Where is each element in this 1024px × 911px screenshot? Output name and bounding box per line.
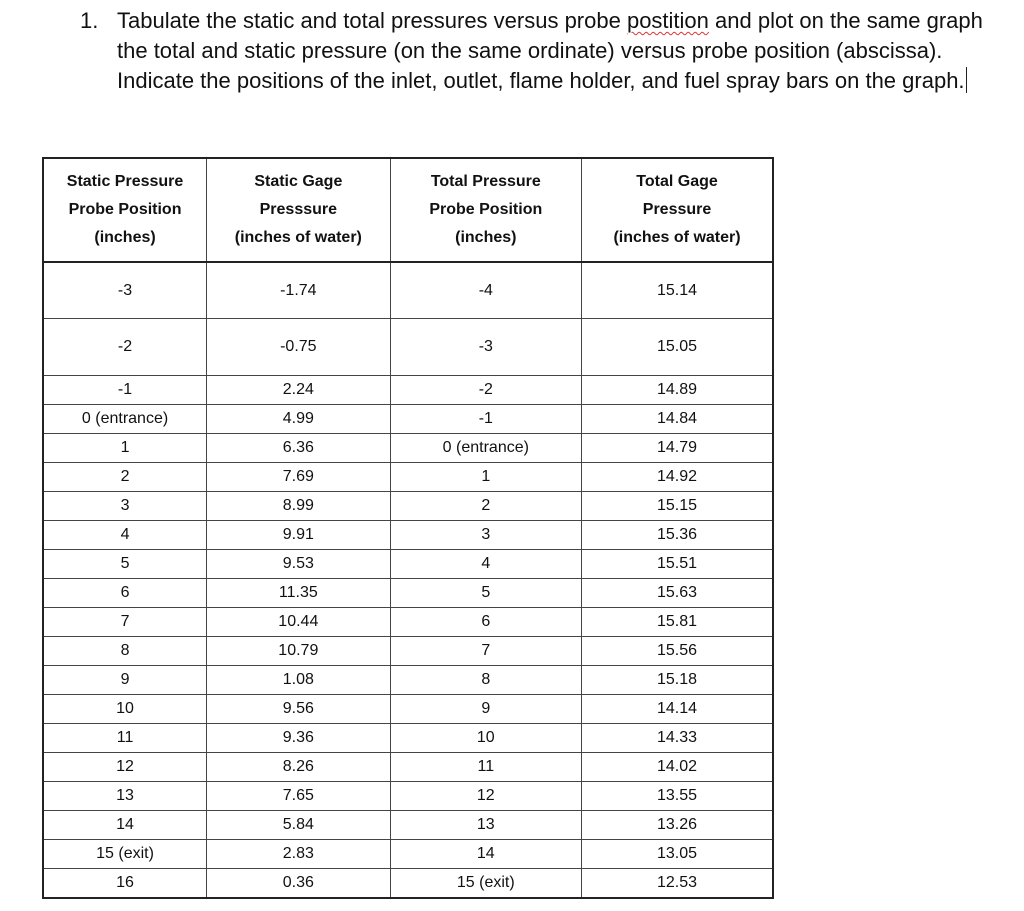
total-position-cell: 9 [390,695,581,724]
static-pressure-cell: 7.65 [207,782,391,811]
static-position-cell: 5 [43,550,207,579]
static-pressure-cell: 10.79 [207,637,391,666]
total-pressure-cell: 13.26 [582,811,773,840]
table-row [43,521,773,550]
static-pressure-cell: 9.36 [207,724,391,753]
table-header-row [43,158,773,262]
table-row [43,405,773,434]
header-static-gage-pressure: Static Gage Presssure (inches of water) [207,158,391,262]
static-pressure-cell: 11.35 [207,579,391,608]
static-pressure-cell: -1.74 [207,262,391,319]
static-position-cell: 6 [43,579,207,608]
total-position-cell: -2 [390,376,581,405]
total-position-cell: 5 [390,579,581,608]
static-pressure-cell: 9.91 [207,521,391,550]
table-row [43,724,773,753]
total-position-cell: 10 [390,724,581,753]
misspelled-word[interactable]: postition [626,8,709,33]
table-row [43,376,773,405]
static-position-cell: 8 [43,637,207,666]
table-row [43,319,773,376]
total-pressure-cell: 14.14 [582,695,773,724]
table-row [43,262,773,319]
total-pressure-cell: 15.63 [582,579,773,608]
total-pressure-cell: 15.81 [582,608,773,637]
total-pressure-cell: 14.79 [582,434,773,463]
static-position-cell: 15 (exit) [43,840,207,869]
total-position-cell: -3 [390,319,581,376]
total-position-cell: 12 [390,782,581,811]
table-row [43,434,773,463]
static-position-cell: 12 [43,753,207,782]
static-pressure-cell: 6.36 [207,434,391,463]
total-position-cell: 14 [390,840,581,869]
static-position-cell: -2 [43,319,207,376]
total-position-cell: 4 [390,550,581,579]
table-row [43,811,773,840]
static-position-cell: 14 [43,811,207,840]
total-pressure-cell: 12.53 [582,869,773,899]
static-pressure-cell: 9.53 [207,550,391,579]
table-row [43,782,773,811]
static-pressure-cell: -0.75 [207,319,391,376]
static-position-cell: 1 [43,434,207,463]
static-position-cell: 10 [43,695,207,724]
static-pressure-cell: 8.26 [207,753,391,782]
table-row [43,608,773,637]
static-pressure-cell: 1.08 [207,666,391,695]
static-position-cell: -1 [43,376,207,405]
header-static-probe-position: Static Pressure Probe Position (inches) [43,158,207,262]
total-pressure-cell: 14.02 [582,753,773,782]
static-position-cell: 2 [43,463,207,492]
header-total-probe-position: Total Pressure Probe Position (inches) [390,158,581,262]
static-position-cell: 3 [43,492,207,521]
static-position-cell: 13 [43,782,207,811]
total-position-cell: 2 [390,492,581,521]
total-pressure-cell: 14.92 [582,463,773,492]
static-pressure-cell: 2.24 [207,376,391,405]
static-pressure-cell: 8.99 [207,492,391,521]
static-position-cell: 7 [43,608,207,637]
total-pressure-cell: 13.05 [582,840,773,869]
question-text-part-2: and plot on the same graph the total and static pressure (on the same ordinate) versus probe position (abscissa). Indicate the positions of the inlet, outlet, flame holder, and fuel spray bars on the graph. [117,8,983,93]
total-pressure-cell: 15.56 [582,637,773,666]
static-pressure-cell: 4.99 [207,405,391,434]
total-pressure-cell: 13.55 [582,782,773,811]
total-position-cell: 7 [390,637,581,666]
static-pressure-cell: 9.56 [207,695,391,724]
question-text-part-1: Tabulate the static and total pressures versus probe [117,8,627,33]
static-pressure-cell: 5.84 [207,811,391,840]
total-pressure-cell: 14.84 [582,405,773,434]
total-position-cell: 15 (exit) [390,869,581,899]
text-cursor [966,67,968,93]
total-pressure-cell: 14.33 [582,724,773,753]
static-position-cell: 0 (entrance) [43,405,207,434]
header-total-gage-pressure: Total Gage Pressure (inches of water) [582,158,773,262]
table-row [43,550,773,579]
static-pressure-cell: 10.44 [207,608,391,637]
total-pressure-cell: 15.51 [582,550,773,579]
total-pressure-cell: 15.05 [582,319,773,376]
table-row [43,492,773,521]
total-position-cell: -4 [390,262,581,319]
total-position-cell: 1 [390,463,581,492]
static-pressure-cell: 0.36 [207,869,391,899]
table-row [43,695,773,724]
static-position-cell: 4 [43,521,207,550]
total-pressure-cell: 15.14 [582,262,773,319]
table-row [43,666,773,695]
pressure-data-table [42,157,774,899]
table-row [43,869,773,899]
total-pressure-cell: 15.18 [582,666,773,695]
table-row [43,579,773,608]
question-number: 1. [80,8,99,33]
static-position-cell: 9 [43,666,207,695]
total-pressure-cell: 15.15 [582,492,773,521]
total-position-cell: 11 [390,753,581,782]
table-row [43,637,773,666]
total-position-cell: 6 [390,608,581,637]
static-position-cell: 16 [43,869,207,899]
static-position-cell: -3 [43,262,207,319]
total-position-cell: 0 (entrance) [390,434,581,463]
table-row [43,463,773,492]
total-position-cell: 3 [390,521,581,550]
table-row [43,840,773,869]
table-row [43,753,773,782]
total-pressure-cell: 14.89 [582,376,773,405]
static-pressure-cell: 7.69 [207,463,391,492]
total-position-cell: 13 [390,811,581,840]
static-position-cell: 11 [43,724,207,753]
total-position-cell: 8 [390,666,581,695]
total-pressure-cell: 15.36 [582,521,773,550]
question-text[interactable] [117,6,1017,96]
total-position-cell: -1 [390,405,581,434]
static-pressure-cell: 2.83 [207,840,391,869]
